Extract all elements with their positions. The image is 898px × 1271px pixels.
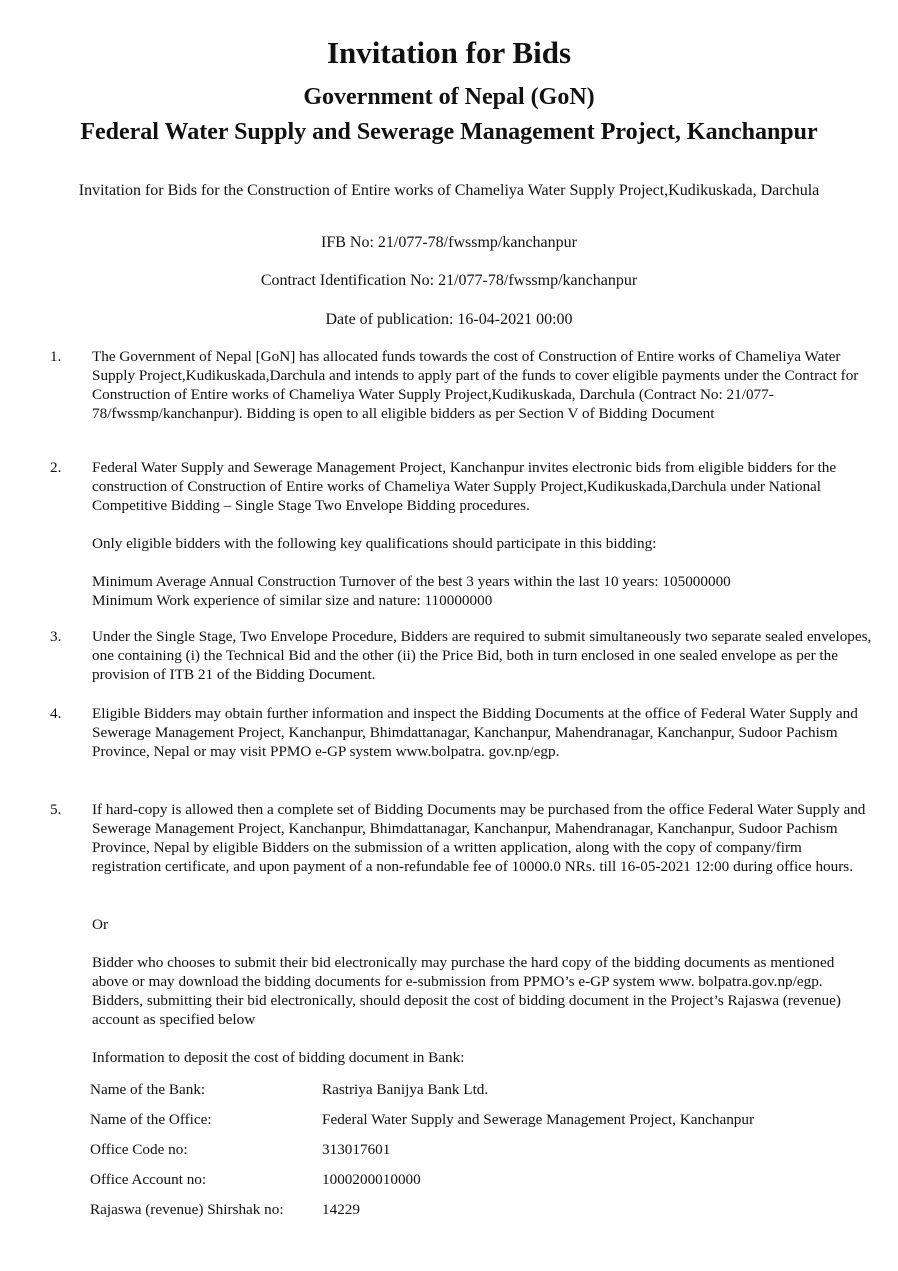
qualification-intro: Only eligible bidders with the following key qualifications should participate in this bidding: bbox=[92, 535, 657, 552]
clause-text: Eligible Bidders may obtain further information and inspect the Bidding Documents at the office of Federal Water Supply and Sewerage Management Project, Kanchanpur, Bhimdattanagar, Kanchanpur, Mahendranagar, Kanchanpur, Sudoor Pachism Province, Nepal or may visit PPMO e-GP system www.bolpatra. gov.np/egp. bbox=[92, 705, 858, 760]
bank-value: Federal Water Supply and Sewerage Management Project, Kanchanpur bbox=[322, 1111, 755, 1128]
bank-value: Rastriya Banijya Bank Ltd. bbox=[322, 1081, 489, 1098]
or-separator: Or bbox=[92, 916, 109, 933]
clause-number: 4. bbox=[50, 705, 62, 722]
turnover-requirement: Minimum Average Annual Construction Turnover of the best 3 years within the last 10 years: 105000000 bbox=[92, 573, 731, 590]
project-heading: Federal Water Supply and Sewerage Management Project, Kanchanpur bbox=[80, 119, 818, 145]
clause-number: 1. bbox=[50, 348, 62, 365]
bank-value: 14229 bbox=[322, 1201, 360, 1218]
bank-value: 1000200010000 bbox=[322, 1171, 421, 1188]
bank-info-intro: Information to deposit the cost of bidding document in Bank: bbox=[92, 1049, 465, 1066]
bank-label: Name of the Bank: bbox=[90, 1081, 206, 1098]
bank-value: 313017601 bbox=[322, 1141, 391, 1158]
clause-text: Under the Single Stage, Two Envelope Procedure, Bidders are required to submit simultaneously two separate sealed envelopes, one containing (i) the Technical Bid and the other (ii) the Price Bid, both in turn enclosed in one sealed envelope as per the provision of ITB 21 of the Bidding Document. bbox=[92, 628, 872, 683]
contract-identification: Contract Identification No: 21/077-78/fwssmp/kanchanpur bbox=[260, 272, 638, 289]
experience-requirement: Minimum Work experience of similar size and nature: 110000000 bbox=[92, 592, 493, 609]
clause-text: If hard-copy is allowed then a complete set of Bidding Documents may be purchased from the office Federal Water Supply and Sewerage Management Project, Kanchanpur, Bhimdattanagar, Kanchanpur, Mahendranagar, Kanchanpur, Sudoor Pachism Province, Nepal by eligible Bidders on the submission of a written application, along with the copy of company/firm registration certificate, and upon payment of a non-refundable fee of 10000.0 NRs. till 16-05-2021 12:00 during office hours. bbox=[92, 801, 866, 875]
page-title: Invitation for Bids bbox=[326, 35, 572, 70]
clause-text: The Government of Nepal [GoN] has allocated funds towards the cost of Construction of Entire works of Chameliya Water Supply Project,Kudikuskada,Darchula and intends to apply part of the funds to cover eligible payments under the Contract for Construction of Entire works of Chameliya Water Supply Project,Kudikuskada, Darchula (Contract No: 21/077-78/fwssmp/kanchanpur). Bidding is open to all eligible bidders as per Section V of Bidding Document bbox=[92, 348, 859, 422]
bank-label: Office Account no: bbox=[90, 1171, 207, 1188]
clause-number: 2. bbox=[50, 459, 62, 476]
government-heading: Government of Nepal (GoN) bbox=[303, 84, 595, 110]
bid-description: Invitation for Bids for the Construction of Entire works of Chameliya Water Supply Project,Kudikuskada, Darchula bbox=[78, 182, 820, 199]
ifb-number: IFB No: 21/077-78/fwssmp/kanchanpur bbox=[321, 234, 577, 251]
clause-number: 5. bbox=[50, 801, 62, 818]
bank-label: Office Code no: bbox=[90, 1141, 188, 1158]
clause-number: 3. bbox=[50, 628, 62, 645]
publication-date: Date of publication: 16-04-2021 00:00 bbox=[325, 311, 573, 328]
electronic-submission-text: Bidder who chooses to submit their bid electronically may purchase the hard copy of the bidding documents as mentioned above or may download the bidding documents for e-submission from PPMO’s e-GP system www. bolpatra.gov.np/egp. Bidders, submitting their bid electronically, should deposit the cost of bidding document in the Project’s Rajaswa (revenue) account as specified below bbox=[92, 954, 841, 1028]
bank-label: Name of the Office: bbox=[90, 1111, 212, 1128]
clause-text: Federal Water Supply and Sewerage Management Project, Kanchanpur invites electronic bids from eligible bidders for the construction of Construction of Entire works of Chameliya Water Supply Project,Kudikuskada,Darchula under National Competitive Bidding – Single Stage Two Envelope Bidding procedures. bbox=[92, 459, 837, 514]
bank-label: Rajaswa (revenue) Shirshak no: bbox=[90, 1201, 284, 1218]
